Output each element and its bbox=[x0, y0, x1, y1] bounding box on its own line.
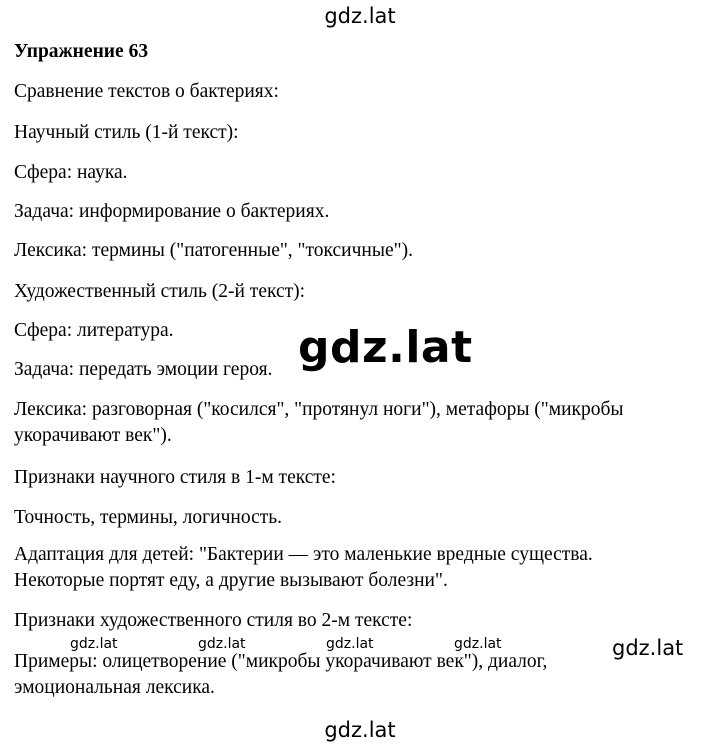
watermark-small: gdz.lat bbox=[454, 636, 502, 652]
watermark-center: gdz.lat bbox=[298, 322, 473, 373]
text-line: Точность, термины, логичность. bbox=[14, 507, 283, 528]
watermark-small: gdz.lat bbox=[198, 636, 246, 652]
exercise-title: Упражнение 63 bbox=[14, 41, 149, 62]
text-line: Сравнение текстов о бактериях: bbox=[14, 81, 279, 102]
text-line: Лексика: разговорная ("косился", "протянул ноги"), метафоры ("микробы bbox=[14, 399, 624, 420]
text-line: эмоциональная лексика. bbox=[14, 677, 215, 698]
watermark-bottom: gdz.lat bbox=[324, 718, 396, 742]
watermark-small: gdz.lat bbox=[326, 636, 374, 652]
text-line: Задача: информирование о бактериях. bbox=[14, 201, 330, 222]
text-line: Сфера: наука. bbox=[14, 162, 128, 183]
text-line: Сфера: литература. bbox=[14, 320, 174, 341]
text-line: Адаптация для детей: "Бактерии — это маленькие вредные существа. bbox=[14, 544, 593, 565]
watermark-right: gdz.lat bbox=[612, 636, 684, 660]
text-line: Научный стиль (1-й текст): bbox=[14, 122, 239, 143]
text-line: Некоторые портят еду, а другие вызывают болезни". bbox=[14, 570, 448, 591]
watermark-small: gdz.lat bbox=[70, 636, 118, 652]
text-line: Признаки художественного стиля во 2-м тексте: bbox=[14, 610, 413, 631]
text-line: Задача: передать эмоции героя. bbox=[14, 359, 273, 380]
text-line: укорачивают век"). bbox=[14, 425, 172, 446]
text-line: Примеры: олицетворение ("микробы укорачивают век"), диалог, bbox=[14, 651, 548, 672]
watermark-top: gdz.lat bbox=[324, 4, 396, 28]
text-line: Признаки научного стиля в 1-м тексте: bbox=[14, 467, 336, 488]
text-line: Лексика: термины ("патогенные", "токсичные"). bbox=[14, 240, 413, 261]
text-line: Художественный стиль (2-й текст): bbox=[14, 281, 306, 302]
